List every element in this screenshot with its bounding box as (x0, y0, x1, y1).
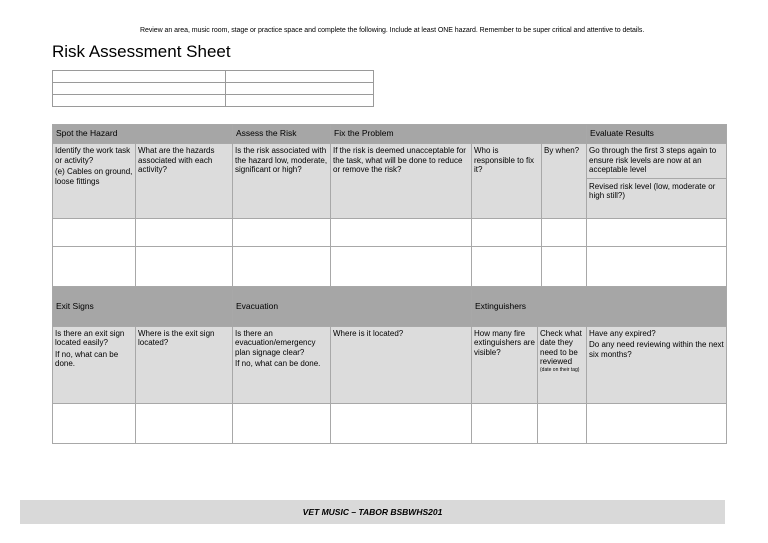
answer-cell (538, 403, 587, 443)
info-cell (226, 71, 374, 83)
extinguisher-expiry-cell (587, 326, 727, 403)
exit-sign-location-question: Where is the exit sign located? (136, 326, 233, 403)
answer-cell (136, 219, 233, 247)
extinguisher-date-question: Check what date they need to be reviewed (540, 328, 582, 367)
header-assess-risk: Assess the Risk (233, 125, 331, 144)
risk-level-question: Is the risk associated with the hazard low, moderate, significant or high? (233, 144, 331, 219)
by-when-question: By when? (542, 144, 587, 219)
header-exit-signs: Exit Signs (53, 287, 233, 326)
evaluate-steps-question: Go through the first 3 steps again to ensure risk levels are now at an acceptable level (587, 146, 726, 179)
header-evacuation: Evacuation (233, 287, 472, 326)
evacuation-cell (233, 326, 331, 403)
answer-cell (542, 247, 587, 287)
extinguisher-expired-question: Have any expired? (589, 328, 656, 338)
identify-task-example: (e) Cables on ground, loose fittings (55, 167, 133, 186)
info-cell (226, 83, 374, 95)
answer-cell (233, 247, 331, 287)
answer-cell (587, 219, 727, 247)
answer-cell (472, 219, 542, 247)
section1-question-row (53, 144, 727, 219)
info-table (52, 70, 374, 107)
answer-cell (587, 247, 727, 287)
footer-text: VET MUSIC – TABOR BSBWHS201 (302, 507, 443, 517)
answer-cell (53, 403, 136, 443)
answer-cell (136, 403, 233, 443)
header-spot-hazard: Spot the Hazard (53, 125, 233, 144)
exit-sign-followup: If no, what can be done. (55, 349, 119, 369)
section2-answer-row (53, 403, 727, 443)
section2-question-row (53, 326, 727, 403)
extinguisher-count-question: How many fire extinguishers are visible? (472, 326, 538, 403)
extinguisher-date-cell (538, 326, 587, 403)
answer-cell (53, 247, 136, 287)
evacuation-followup: If no, what can be done. (235, 359, 321, 369)
answer-cell (233, 219, 331, 247)
answer-cell (542, 219, 587, 247)
section1-answer-row (53, 247, 727, 287)
info-cell (53, 83, 226, 95)
answer-cell (136, 247, 233, 287)
answer-cell (331, 219, 472, 247)
evacuation-location-question: Where is it located? (331, 326, 472, 403)
info-cell (226, 95, 374, 107)
page-title: Risk Assessment Sheet (52, 42, 231, 61)
answer-cell (587, 403, 727, 443)
responsible-question: Who is responsible to fix it? (472, 144, 542, 219)
extinguisher-date-note: (date on their tag) (540, 366, 580, 373)
answer-cell (331, 403, 472, 443)
answer-cell (233, 403, 331, 443)
identify-task-question: Identify the work task or activity? (55, 146, 131, 165)
header-evaluate-results: Evaluate Results (587, 125, 727, 144)
section1-header-row (53, 125, 727, 144)
hazards-question: What are the hazards associated with each activity? (136, 144, 233, 219)
section2-header-row (53, 287, 727, 326)
answer-cell (53, 219, 136, 247)
info-cell (53, 95, 226, 107)
footer-bar (20, 500, 725, 524)
evacuation-question: Is there an evacuation/emergency plan signage clear? (235, 328, 316, 357)
exit-sign-cell (53, 326, 136, 403)
answer-cell (472, 247, 542, 287)
revised-risk-question: Revised risk level (low, moderate or high still?) (589, 181, 716, 201)
identify-task-cell (53, 144, 136, 219)
extinguisher-review-question: Do any need reviewing within the next six months? (589, 340, 724, 359)
section1-answer-row (53, 219, 727, 247)
info-cell (53, 71, 226, 83)
header-extinguishers: Extinguishers (472, 287, 727, 326)
exit-sign-question: Is there an exit sign located easily? (55, 328, 125, 348)
instruction-text: Review an area, music room, stage or practice space and complete the following. Include at least ONE hazard. Remember to be super critical and attentive to details. (140, 27, 645, 34)
evaluate-cell (587, 144, 727, 219)
answer-cell (472, 403, 538, 443)
header-fix-problem: Fix the Problem (331, 125, 587, 144)
risk-assessment-table (52, 124, 727, 444)
answer-cell (331, 247, 472, 287)
fix-problem-question: If the risk is deemed unacceptable for the task, what will be done to reduce or remove the risk? (331, 144, 472, 219)
